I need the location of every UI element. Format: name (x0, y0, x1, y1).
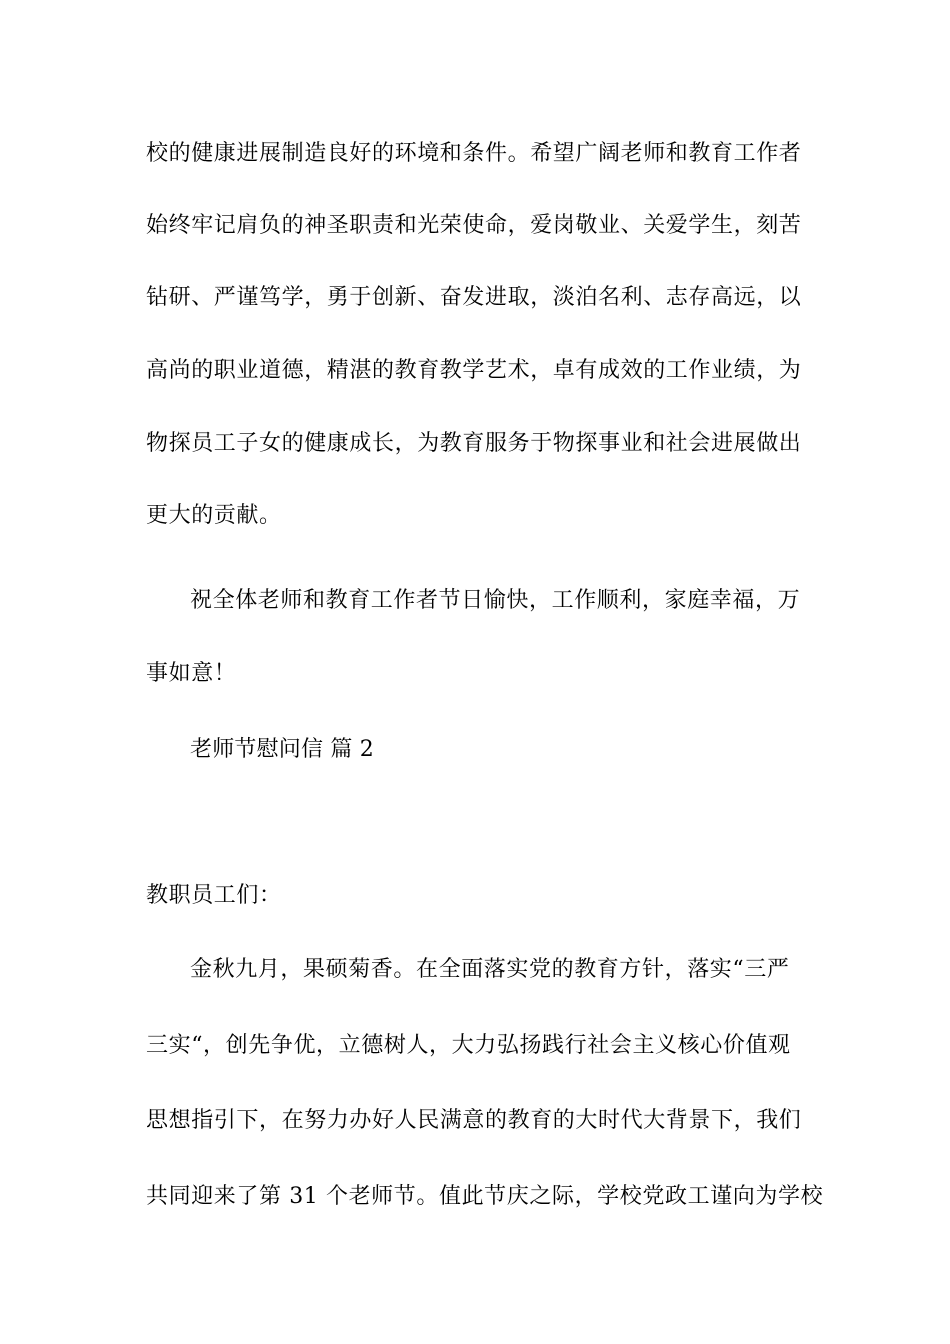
paragraph-1-line-2: 始终牢记肩负的神圣职责和光荣使命，爱岗敬业、关爱学生，刻苦 (146, 213, 802, 238)
paragraph-3-line-4: 共同迎来了第 31 个老师节。值此节庆之际，学校党政工谨向为学校 (146, 1184, 824, 1209)
paragraph-1-line-1: 校的健康进展制造良好的环境和条件。希望广阔老师和教育工作者 (146, 141, 802, 166)
salutation: 教职员工们： (146, 883, 282, 908)
paragraph-3-line-3: 思想指引下，在努力办好人民满意的教育的大时代大背景下，我们 (146, 1108, 802, 1133)
paragraph-1-line-6: 更大的贡献。 (146, 503, 282, 528)
paragraph-2-line-2: 事如意！ (146, 661, 237, 686)
paragraph-1-line-3: 钻研、严谨笃学，勇于创新、奋发进取，淡泊名利、志存高远，以 (146, 285, 802, 310)
section-heading: 老师节慰问信 篇 2 (190, 737, 374, 762)
paragraph-3-line-1: 金秋九月，果硕菊香。在全面落实党的教育方针，落实“三严 (190, 957, 790, 982)
paragraph-3-line-2: 三实“，创先争优，立德树人，大力弘扬践行社会主义核心价值观 (146, 1033, 791, 1058)
paragraph-1-line-4: 高尚的职业道德，精湛的教育教学艺术，卓有成效的工作业绩，为 (146, 358, 802, 383)
paragraph-1-line-5: 物探员工子女的健康成长，为教育服务于物探事业和社会进展做出 (146, 431, 802, 456)
paragraph-2-line-1: 祝全体老师和教育工作者节日愉快，工作顺利，家庭幸福，万 (190, 588, 801, 613)
